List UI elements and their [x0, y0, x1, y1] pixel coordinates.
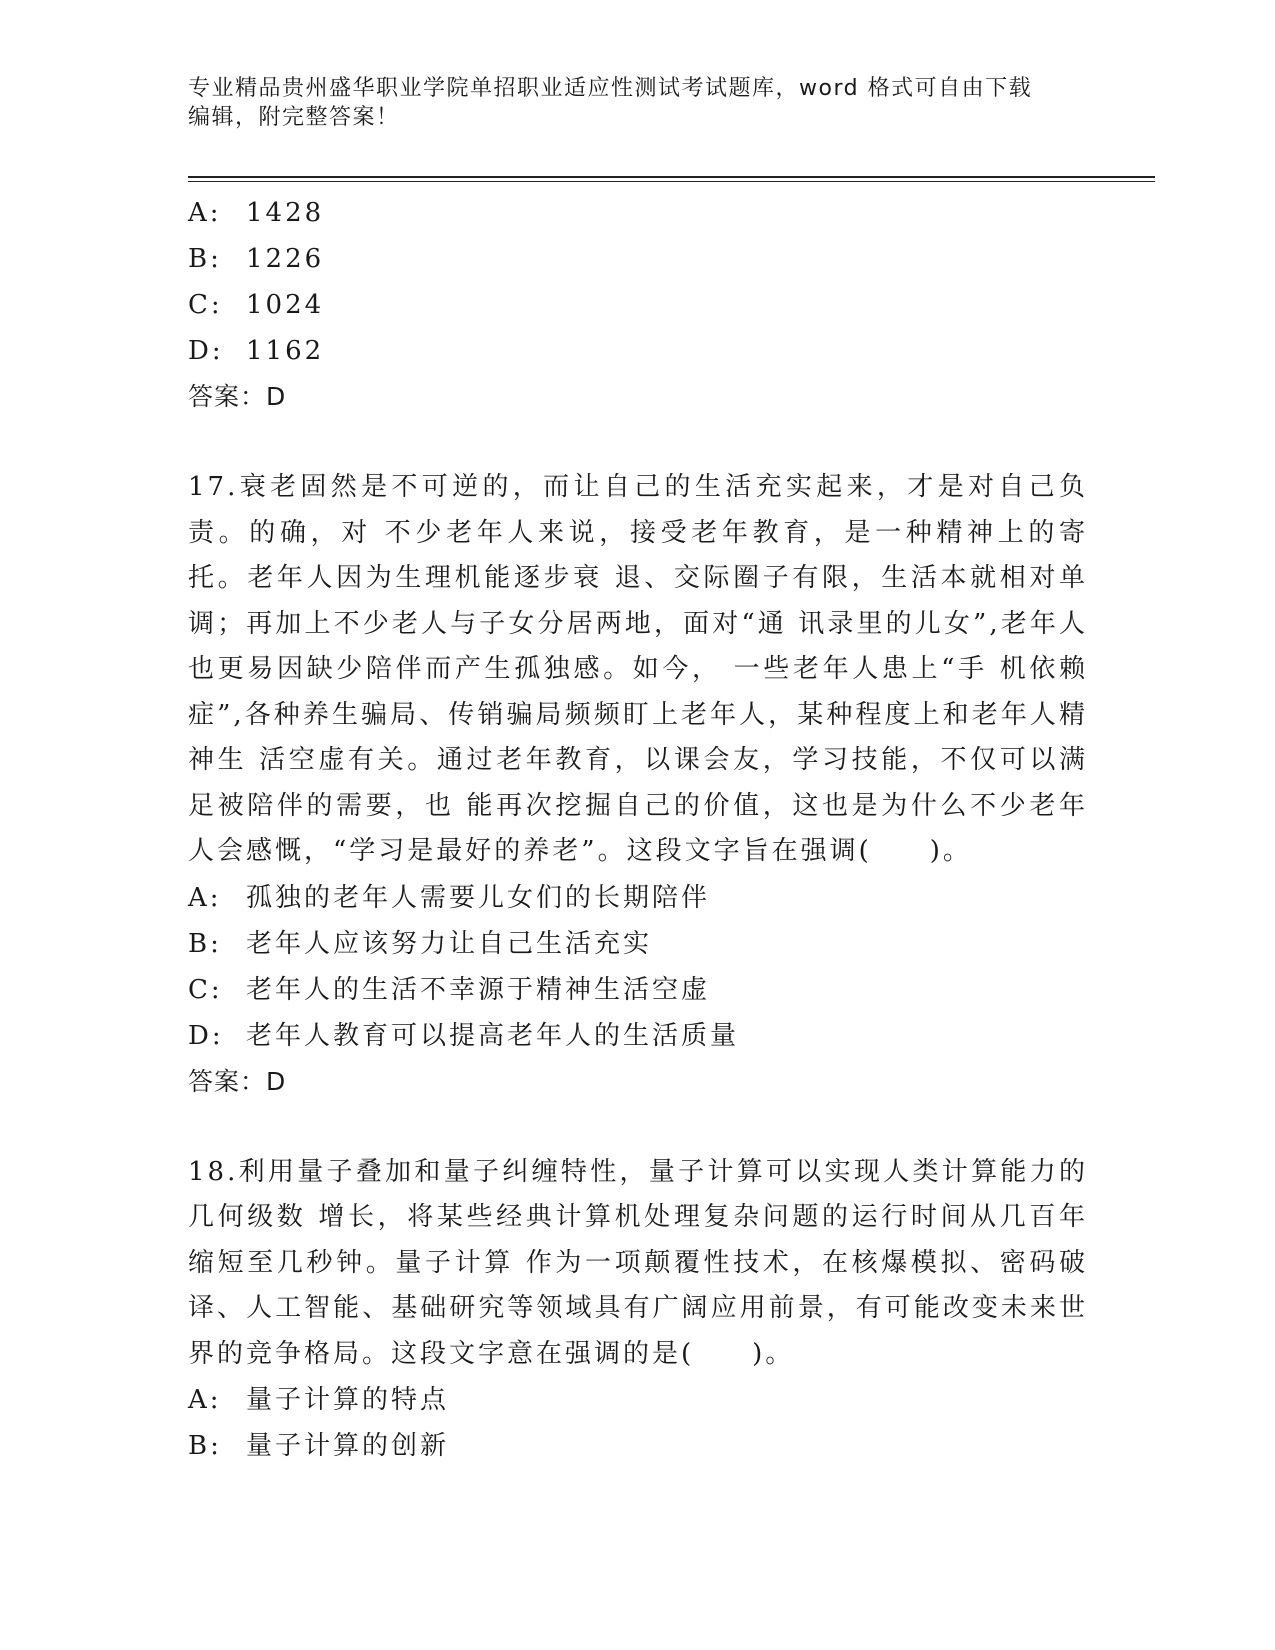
option-text: 1428 [246, 198, 325, 228]
q16-answer: 答案：D [188, 382, 287, 411]
option-letter: D: [188, 336, 224, 366]
option-letter: D: [188, 1020, 224, 1051]
option-letter: A: [188, 882, 222, 913]
header-line-2: 编辑，附完整答案！ [188, 105, 400, 130]
option-letter: B: [188, 244, 222, 274]
option-letter: A: [188, 1385, 222, 1415]
q17-text: 17.衰老固然是不可逆的，而让自己的生活充实起来，才是对自己负责。的确，对 不少老年人来说，接受老年教育，是一种精神上的寄托。老年人因为生理机能逐步衰 退、交际圈子有限，生活本就相对单调；再加上不少老人与子女分居两地，面对“通 讯录里的儿女”,老年人也更易因缺少陪伴而产生孤独感。如今， 一些老年人患上“手 机依赖症”,各种养生骗局、传销骗局频频盯上老年人，某种程度上和老年人精神生 活空虚有关。通过老年教育，以课会友，学习技能，不仅可以满足被陪伴的需要，也 能再次挖掘自己的价值，这也是为什么不少老年人会感慨，“学习是最好的养老”。这段文字旨在强调( )。 [188, 472, 1088, 866]
option-text: 1226 [246, 244, 325, 274]
q18-option-b [188, 1423, 1088, 1469]
q16-option-c [188, 282, 1088, 328]
option-text: 孤独的老年人需要儿女们的长期陪伴 [246, 882, 711, 913]
header-divider-thin [188, 181, 1155, 182]
q18-option-a [188, 1377, 1088, 1423]
option-text: 老年人的生活不幸源于精神生活空虚 [246, 974, 711, 1005]
option-text: 量子计算的创新 [246, 1431, 450, 1461]
question-content [188, 190, 1088, 1469]
document-header [188, 74, 1088, 132]
option-letter: A: [188, 198, 222, 228]
option-text: 老年人教育可以提高老年人的生活质量 [246, 1020, 740, 1051]
q17-option-a [188, 875, 1088, 921]
header-divider [188, 176, 1155, 178]
q17-option-c [188, 967, 1088, 1013]
option-letter: C: [188, 974, 223, 1005]
q17-answer: 答案：D [188, 1066, 287, 1096]
q17-option-b [188, 921, 1088, 967]
option-letter: C: [188, 290, 223, 320]
option-text: 1024 [246, 290, 325, 320]
option-text: 量子计算的特点 [246, 1385, 450, 1415]
option-letter: B: [188, 1431, 222, 1461]
header-line-1: 专业精品贵州盛华职业学院单招职业适应性测试考试题库，word 格式可自由下载 [188, 76, 1033, 101]
q17-option-d [188, 1013, 1088, 1059]
option-letter: B: [188, 928, 222, 959]
q16-option-d [188, 328, 1088, 374]
q18-text: 18.利用量子叠加和量子纠缠特性，量子计算可以实现人类计算能力的几何级数 增长，将某些经典计算机处理复杂问题的运行时间从几百年缩短至几秒钟。量子计算 作为一项颠覆性技术，在核爆模拟、密码破译、人工智能、基础研究等领域具有广阔应用前景，有可能改变未来世界的竞争格局。这段文字意在强调的是( )。 [188, 1156, 1088, 1369]
option-text: 老年人应该努力让自己生活充实 [246, 928, 653, 959]
q16-option-b [188, 236, 1088, 282]
q16-option-a [188, 190, 1088, 236]
option-text: 1162 [246, 336, 325, 366]
